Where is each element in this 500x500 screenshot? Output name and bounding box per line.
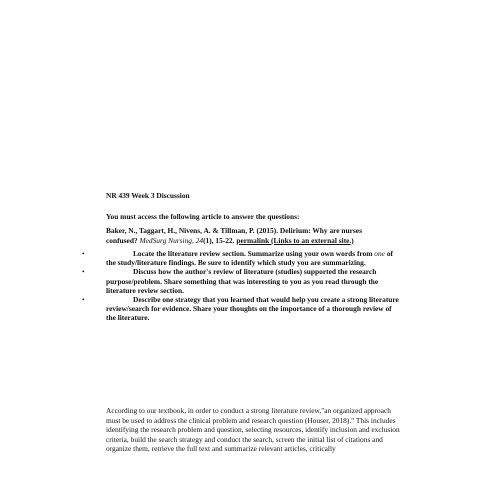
instructions-text: You must access the following article to answer the questions: bbox=[106, 212, 300, 221]
question-item bbox=[82, 267, 400, 295]
citation-journal: MedSurg Nursing, 24 bbox=[139, 235, 204, 245]
article-citation bbox=[106, 226, 386, 245]
answer-paragraph: According to our textbook, in order to conduct a strong literature review,"an organized approach must be used to address the clinical problem and research question (Houser, 2018)." This includes identifying the research problem and question, selecting resources, identify inclusion and exclusion criteria, build the search strategy and conduct the search, screen the initial list of citations and organize them, retrieve the full text and summarize relevant articles, critically bbox=[106, 406, 400, 454]
citation-pages: (1), 15-22. bbox=[203, 235, 235, 245]
question-text: Locate the literature review section. Summarize using your own words from bbox=[133, 249, 373, 258]
permalink-link[interactable]: permalink (Links to an external site.) bbox=[236, 235, 354, 245]
discussion-questions-list bbox=[82, 249, 400, 323]
question-text-continued: of the study/literature findings. Be sure to identify which study you are summarizing. bbox=[106, 249, 393, 268]
bullet-icon: • bbox=[82, 267, 85, 277]
question-item bbox=[82, 295, 400, 323]
bullet-icon: • bbox=[82, 295, 85, 305]
question-item bbox=[82, 249, 400, 268]
bullet-icon: • bbox=[82, 249, 85, 258]
document-title: NR 439 Week 3 Discussion bbox=[106, 191, 190, 200]
question-text: Describe one strategy that you learned that would help you create a strong literature review/search for evidence. Share your thoughts on the importance of a thorough review of the literature. bbox=[106, 295, 399, 323]
question-emphasis: one bbox=[374, 249, 385, 258]
citation-authors: Baker, N., Taggart, H., Nivens, A. & Tillman, P. (2015). Delirium: Why are nurses confused? bbox=[106, 226, 362, 245]
question-text: Discuss how the author's review of literature (studies) supported the research purpose/problem. Share something that was interesting to you as you read through the literature review section. bbox=[106, 267, 379, 295]
